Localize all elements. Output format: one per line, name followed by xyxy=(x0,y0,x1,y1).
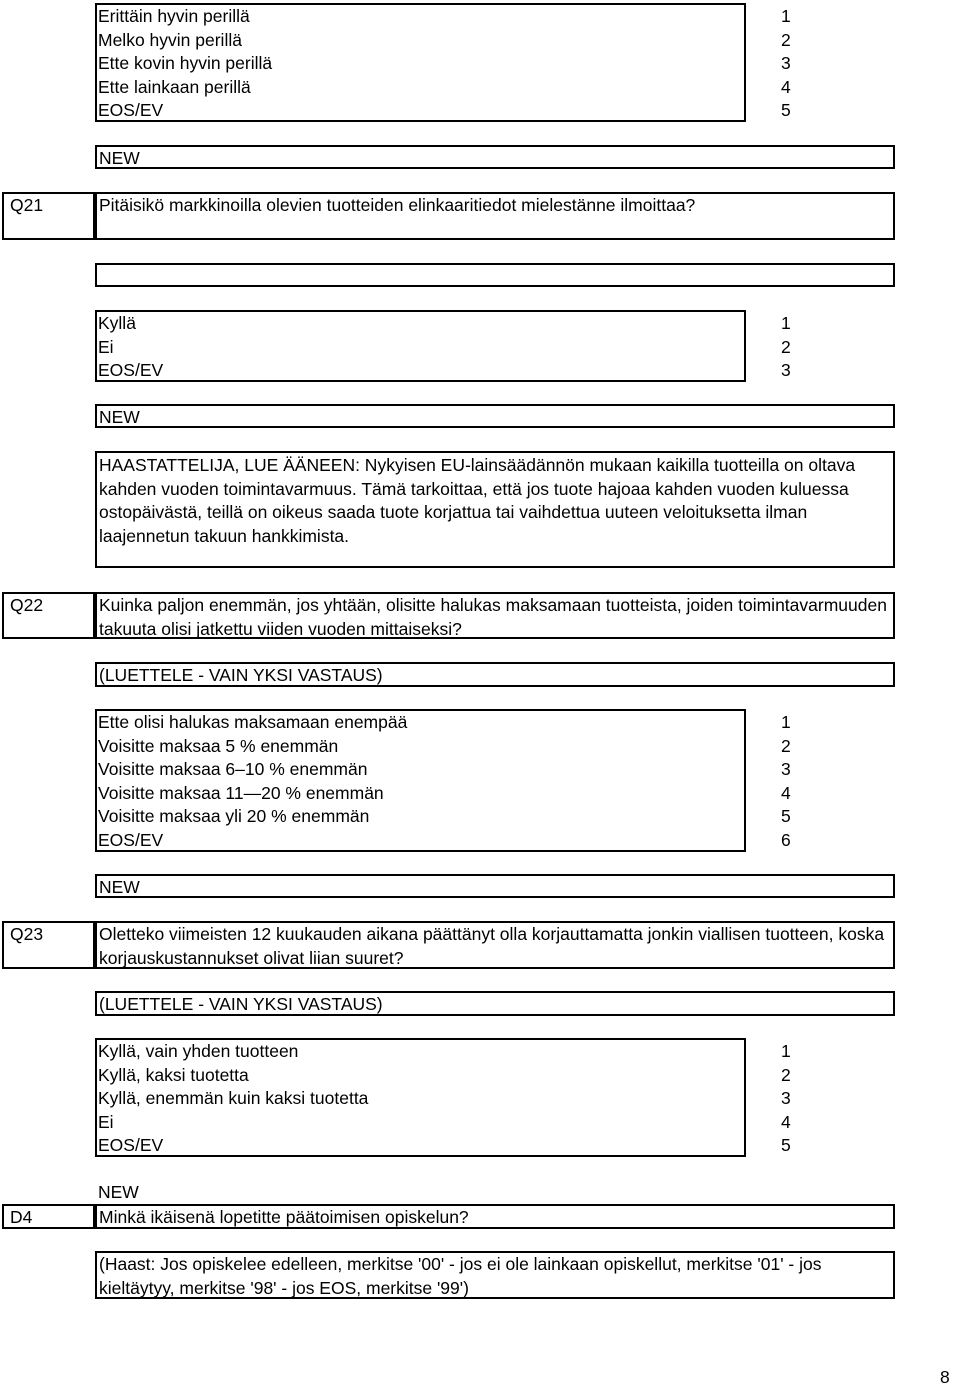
option-label[interactable]: Ette olisi halukas maksamaan enempää xyxy=(98,712,408,732)
option-label[interactable]: Kyllä xyxy=(98,313,136,333)
instruction-field-q23 xyxy=(95,991,895,1016)
new-label: NEW xyxy=(99,407,140,427)
new-label: NEW xyxy=(98,1182,139,1202)
instruction-text: (Haast: Jos opiskelee edelleen, merkitse '00' - jos ei ole lainkaan opiskellut, merkitse '01' - jos kieltäytyy, merkitse '98' - jos EOS, merkitse '99') xyxy=(99,1254,822,1298)
option-code: 2 xyxy=(781,735,791,756)
option-label[interactable]: Melko hyvin perillä xyxy=(98,29,242,50)
option-label[interactable]: Voisitte maksaa yli 20 % enemmän xyxy=(98,806,370,827)
option-code: 3 xyxy=(781,1088,791,1109)
instruction-field-q22 xyxy=(95,662,895,687)
option-code: 4 xyxy=(781,782,791,803)
option-code: 4 xyxy=(781,1111,791,1132)
option-label[interactable]: Voisitte maksaa 5 % enemmän xyxy=(98,735,339,756)
option-code: 1 xyxy=(781,1041,791,1061)
option-code: 1 xyxy=(781,313,791,333)
option-label[interactable]: Ei xyxy=(98,336,114,357)
question-text: Pitäisikö markkinoilla olevien tuotteiden elinkaaritiedot mielestänne ilmoittaa? xyxy=(99,195,696,215)
option-label[interactable]: Ette kovin hyvin perillä xyxy=(98,53,273,74)
option-label[interactable]: Kyllä, enemmän kuin kaksi tuotetta xyxy=(98,1088,369,1109)
instruction-field-q21 xyxy=(95,263,895,287)
new-field[interactable] xyxy=(95,145,895,169)
option-label[interactable]: Ette lainkaan perillä xyxy=(98,76,251,97)
new-field[interactable] xyxy=(95,874,895,898)
interviewer-note-text: HAASTATTELIJA, LUE ÄÄNEEN: Nykyisen EU-lainsäädännön mukaan kaikilla tuotteilla on oltava kahden vuoden toimintavarmuus. Tämä tarkoittaa, että jos tuote hajoaa kahden vuoden kuluessa ostopäivästä, teillä on oikeus saada tuote korjattua tai vaihdettua uuteen veloituksetta ilman laajennetun takuun hankkimista. xyxy=(99,455,856,546)
new-label: NEW xyxy=(99,877,140,897)
option-code: 2 xyxy=(781,1064,791,1085)
question-text-q23 xyxy=(95,921,895,969)
option-label[interactable]: Ei xyxy=(98,1111,114,1132)
question-id-label: D4 xyxy=(10,1207,33,1227)
question-id-q21 xyxy=(2,192,95,240)
instruction-text: (LUETTELE - VAIN YKSI VASTAUS) xyxy=(99,994,383,1014)
option-code: 6 xyxy=(781,830,791,850)
option-code: 1 xyxy=(781,712,791,732)
question-id-d4 xyxy=(2,1204,95,1229)
option-label[interactable]: Erittäin hyvin perillä xyxy=(98,6,250,26)
question-id-label: Q23 xyxy=(10,924,44,944)
option-code: 2 xyxy=(781,29,791,50)
question-id-q23 xyxy=(2,921,95,969)
option-label[interactable]: EOS/EV xyxy=(98,100,164,121)
question-text-q21 xyxy=(95,192,895,240)
interviewer-note xyxy=(95,451,895,568)
new-field[interactable] xyxy=(95,404,895,428)
option-code: 5 xyxy=(781,1135,791,1156)
option-code: 2 xyxy=(781,336,791,357)
option-label[interactable]: Voisitte maksaa 6–10 % enemmän xyxy=(98,759,368,780)
option-code: 5 xyxy=(781,100,791,121)
option-code: 3 xyxy=(781,759,791,780)
question-text: Kuinka paljon enemmän, jos yhtään, olisitte halukas maksamaan tuotteista, joiden toimintavarmuuden takuuta olisi jatkettu viiden vuoden mittaiseksi? xyxy=(99,595,887,639)
option-code: 3 xyxy=(781,360,791,381)
option-label[interactable]: EOS/EV xyxy=(98,360,164,381)
question-text-q22 xyxy=(95,592,895,639)
option-label[interactable]: Kyllä, kaksi tuotetta xyxy=(98,1064,249,1085)
question-text: Minkä ikäisenä lopetitte päätoimisen opiskelun? xyxy=(99,1207,469,1227)
instruction-text: (LUETTELE - VAIN YKSI VASTAUS) xyxy=(99,665,383,685)
option-label[interactable]: EOS/EV xyxy=(98,830,164,850)
option-code: 1 xyxy=(781,6,791,26)
question-id-label: Q21 xyxy=(10,195,44,215)
question-text-d4 xyxy=(95,1204,895,1229)
option-code: 4 xyxy=(781,76,791,97)
page-number: 8 xyxy=(940,1367,950,1387)
question-id-q22 xyxy=(2,592,95,639)
instruction-field-d4 xyxy=(95,1251,895,1299)
instruction-text xyxy=(97,266,99,286)
option-label[interactable]: EOS/EV xyxy=(98,1135,164,1156)
option-code: 5 xyxy=(781,806,791,827)
new-label: NEW xyxy=(99,148,140,168)
question-id-label: Q22 xyxy=(10,595,44,615)
question-text: Oletteko viimeisten 12 kuukauden aikana päättänyt olla korjauttamatta jonkin viallisen tuotteen, koska korjauskustannukset olivat liian suuret? xyxy=(99,924,885,968)
option-label[interactable]: Voisitte maksaa 11—20 % enemmän xyxy=(98,782,384,803)
option-code: 3 xyxy=(781,53,791,74)
option-label[interactable]: Kyllä, vain yhden tuotteen xyxy=(98,1041,299,1061)
